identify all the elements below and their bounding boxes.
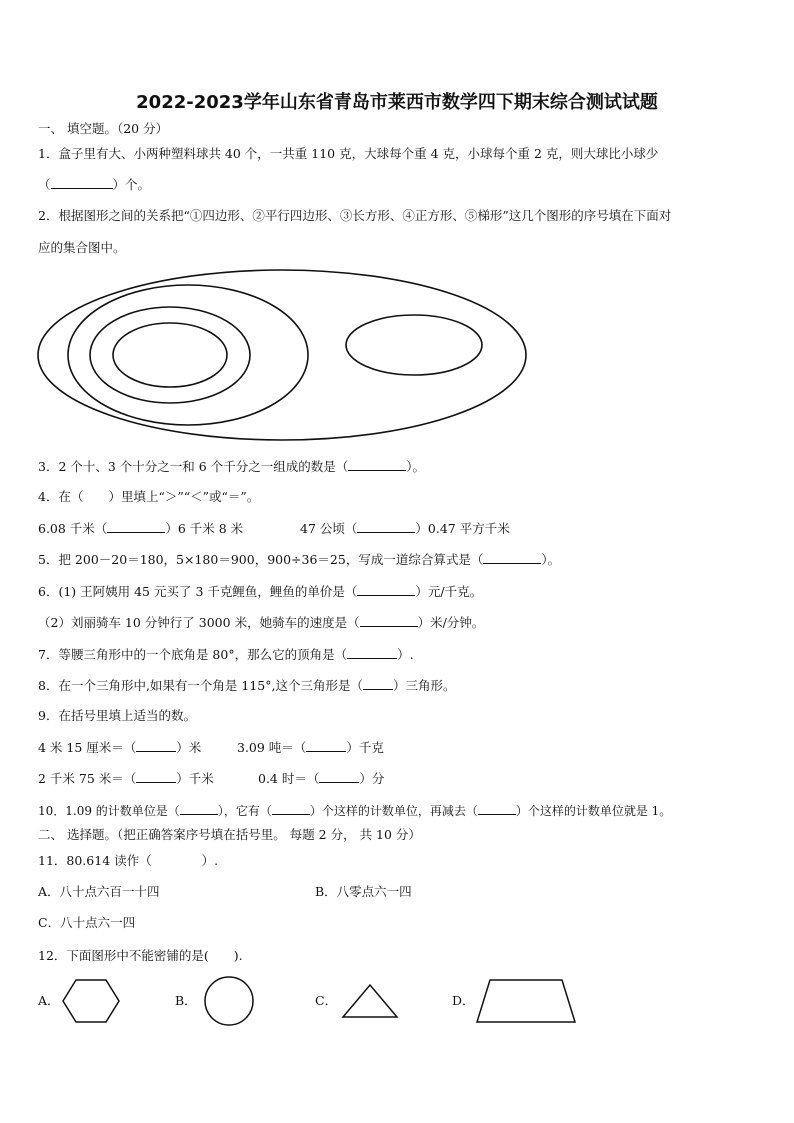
triangle-shape[interactable] [343, 985, 397, 1017]
q5: 5．把 200－20＝180，5×180＝900，900÷36＝25，写成一道综合算式是（ ）。 [38, 552, 561, 567]
q11-option-b[interactable]: B．八零点六一四 [315, 884, 412, 899]
q6-part-1: 6．(1) 王阿姨用 45 元买了 3 千克鲤鱼，鲤鱼的单价是（ ）元/千克。 [38, 584, 483, 599]
hexagon-shape[interactable] [63, 980, 119, 1022]
q8: 8．在一个三角形中,如果有一个角是 115°,这个三角形是（ ）三角形。 [38, 678, 456, 693]
q7: 7．等腰三角形中的一个底角是 80°，那么它的顶角是（ ）. [38, 647, 414, 662]
section1-heading: 一、 填空题。（20 分） [38, 121, 169, 136]
trapezoid-shape[interactable] [477, 980, 575, 1022]
q11-option-a[interactable]: A．八十点六百一十四 [38, 884, 160, 899]
q9-part-d: 0.4 时＝（ ）分 [258, 771, 385, 786]
q12-option-a-label[interactable]: A． [38, 993, 60, 1008]
q2-line2: 应的集合图中。 [38, 240, 126, 255]
q12-option-d-label[interactable]: D． [452, 993, 475, 1008]
circle-shape[interactable] [205, 977, 253, 1025]
q12: 12．下面图形中不能密铺的是( ). [38, 948, 243, 963]
q11: 11．80.614 读作（ ）. [38, 853, 219, 868]
section2-heading: 二、 选择题。（把正确答案序号填在括号里。 每题 2 分， 共 10 分） [38, 827, 421, 842]
q12-option-c-label[interactable]: C． [315, 993, 338, 1008]
q9-part-c: 2 千米 75 米＝（ ）千米 [38, 771, 214, 786]
q4-part-b: 47 公顷（ ）0.47 平方千米 [300, 521, 510, 536]
q9-instruction: 9．在括号里填上适当的数。 [38, 708, 196, 723]
q6-part-2: （2）刘丽骑车 10 分钟行了 3000 米，她骑车的速度是（ ）米/分钟。 [38, 615, 485, 630]
page-title: 2022-2023学年山东省青岛市莱西市数学四下期末综合测试试题 [136, 92, 658, 113]
q1-line1: 1．盒子里有大、小两种塑料球共 40 个，一共重 110 克，大球每个重 4 克，小球每个重 2 克，则大球比小球少 [38, 146, 659, 161]
q11-option-c[interactable]: C．八十点六一四 [38, 915, 136, 930]
q9-part-a: 4 米 15 厘米＝（ ）米 [38, 740, 202, 755]
q4-part-a: 6.08 千米（ ）6 千米 8 米 [38, 521, 244, 536]
q4-instruction: 4．在（ ）里填上“＞”“＜”或“＝”。 [38, 489, 260, 504]
q10: 10．1.09 的计数单位是（ ），它有（ ）个这样的计数单位，再减去（ ）个这样的计数单位就是 1。 [38, 804, 672, 818]
q2-line1: 2．根据图形之间的关系把“①四边形、②平行四边形、③长方形、④正方形、⑤梯形”这几个图形的序号填在下面对 [38, 208, 672, 223]
q9-part-b: 3.09 吨＝（ ）千克 [237, 740, 384, 755]
q12-option-b-label[interactable]: B． [175, 993, 197, 1008]
q1-line2: （ ）个。 [38, 177, 151, 192]
q3: 3．2 个十、3 个十分之一和 6 个千分之一组成的数是（ ）。 [38, 459, 425, 474]
